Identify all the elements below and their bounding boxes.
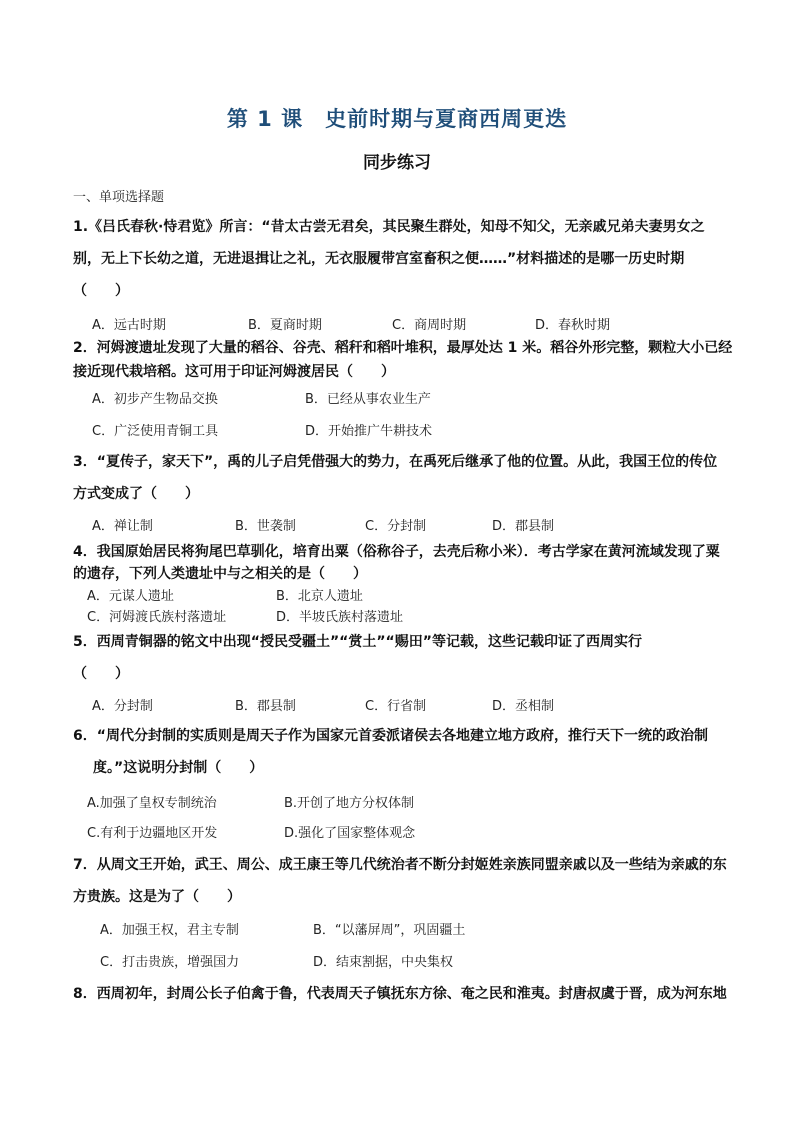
question-1-line-2: 别，无上下长幼之道，无进退揖让之礼，无衣服履带宫室畜积之便……”材料描述的是哪一历史时期 — [73, 251, 685, 267]
question-7-option-d[interactable]: D．结束割据，中央集权 — [313, 955, 454, 970]
question-4-option-c[interactable]: C．河姆渡氏族村落遗址 — [87, 610, 227, 625]
question-4-line-2: 的遗存，下列人类遗址中与之相关的是（ ） — [73, 566, 367, 582]
question-2-option-c[interactable]: C．广泛使用青铜工具 — [92, 424, 219, 439]
question-7-option-b[interactable]: B．“以藩屏周”，巩固疆土 — [313, 923, 466, 938]
question-7-stem — [73, 849, 727, 913]
question-1-stem — [73, 211, 723, 307]
question-5-line-1: 5．西周青铜器的铭文中出现“授民受疆土”“赏土”“赐田”等记载，这些记载印证了西周实行 — [73, 634, 642, 650]
question-3-option-b[interactable]: B．世袭制 — [235, 519, 296, 534]
question-5-line-2: （ ） — [73, 666, 129, 682]
question-6-line-1: 6．“周代分封制的实质则是周天子作为国家元首委派诸侯去各地建立地方政府，推行天下一统的政治制 — [73, 728, 708, 744]
section-heading: 一、单项选择题 — [73, 190, 165, 205]
question-3-option-d[interactable]: D．郡县制 — [492, 519, 555, 534]
question-6-option-b[interactable]: B.开创了地方分权体制 — [284, 796, 415, 811]
page-subtitle: 同步练习 — [363, 153, 431, 173]
question-3-option-a[interactable]: A．禅让制 — [92, 519, 153, 534]
question-6-option-c[interactable]: C.有利于边疆地区开发 — [87, 826, 218, 841]
question-5-option-c[interactable]: C．行省制 — [365, 699, 427, 714]
question-8-stem — [73, 978, 727, 1010]
question-7-line-2: 方贵族。这是为了（ ） — [73, 889, 241, 905]
question-1-answer-blank: （ ） — [73, 283, 129, 299]
question-6-line-2: 度。”这说明分封制（ ） — [93, 760, 264, 776]
question-1-option-a[interactable]: A．远古时期 — [92, 318, 166, 333]
question-4-option-b[interactable]: B．北京人遗址 — [276, 589, 363, 604]
question-6-option-d[interactable]: D.强化了国家整体观念 — [284, 826, 416, 841]
question-5-stem — [73, 626, 723, 690]
question-2-option-d[interactable]: D．开始推广牛耕技术 — [305, 424, 433, 439]
question-4-stem — [73, 541, 723, 585]
question-2-line-1: 2．河姆渡遗址发现了大量的稻谷、谷壳、稻秆和稻叶堆积，最厚处达 1 米。稻谷外形完整，颗粒大小已经 — [73, 340, 733, 356]
question-5-option-d[interactable]: D．丞相制 — [492, 699, 555, 714]
question-3-line-1: 3．“夏传子，家天下”，禹的儿子启凭借强大的势力，在禹死后继承了他的位置。从此，我国王位的传位 — [73, 454, 718, 470]
question-4-option-a[interactable]: A．元谋人遗址 — [87, 589, 174, 604]
question-7-option-a[interactable]: A．加强王权，君主专制 — [100, 923, 239, 938]
question-4-option-d[interactable]: D．半坡氏族村落遗址 — [276, 610, 404, 625]
question-5-option-b[interactable]: B．郡县制 — [235, 699, 296, 714]
question-3-option-c[interactable]: C．分封制 — [365, 519, 427, 534]
question-6-stem — [73, 720, 723, 784]
question-4-line-1: 4．我国原始居民将狗尾巴草驯化，培育出粟（俗称谷子，去壳后称小米）．考古学家在黄河流域发现了粟 — [73, 544, 720, 560]
question-2-line-2: 接近现代栽培稻。这可用于印证河姆渡居民（ ） — [73, 364, 395, 380]
question-1-line-1: 1.《吕氏春秋·恃君览》所言：“昔太古尝无君矣，其民聚生群处，知母不知父，无亲戚兄弟夫妻男女之 — [73, 219, 705, 235]
question-2-option-a[interactable]: A．初步产生物品交换 — [92, 392, 218, 407]
question-2-stem — [73, 336, 733, 384]
question-3-line-2: 方式变成了（ ） — [73, 486, 199, 502]
question-1-option-d[interactable]: D．春秋时期 — [535, 318, 611, 333]
question-1-option-b[interactable]: B．夏商时期 — [248, 318, 322, 333]
question-6-option-a[interactable]: A.加强了皇权专制统治 — [87, 796, 217, 811]
question-8-line-1: 8．西周初年，封周公长子伯禽于鲁，代表周天子镇抚东方徐、奄之民和淮夷。封唐叔虞于晋，成为河东地 — [73, 986, 727, 1002]
page-title: 第 1 课 史前时期与夏商西周更迭 — [226, 107, 568, 131]
question-5-option-a[interactable]: A．分封制 — [92, 699, 153, 714]
question-1-option-c[interactable]: C．商周时期 — [392, 318, 467, 333]
question-7-option-c[interactable]: C．打击贵族，增强国力 — [100, 955, 240, 970]
question-2-option-b[interactable]: B．已经从事农业生产 — [305, 392, 431, 407]
question-3-stem — [73, 446, 723, 510]
question-7-line-1: 7．从周文王开始，武王、周公、成王康王等几代统治者不断分封姬姓亲族同盟亲戚以及一些结为亲戚的东 — [73, 857, 727, 873]
